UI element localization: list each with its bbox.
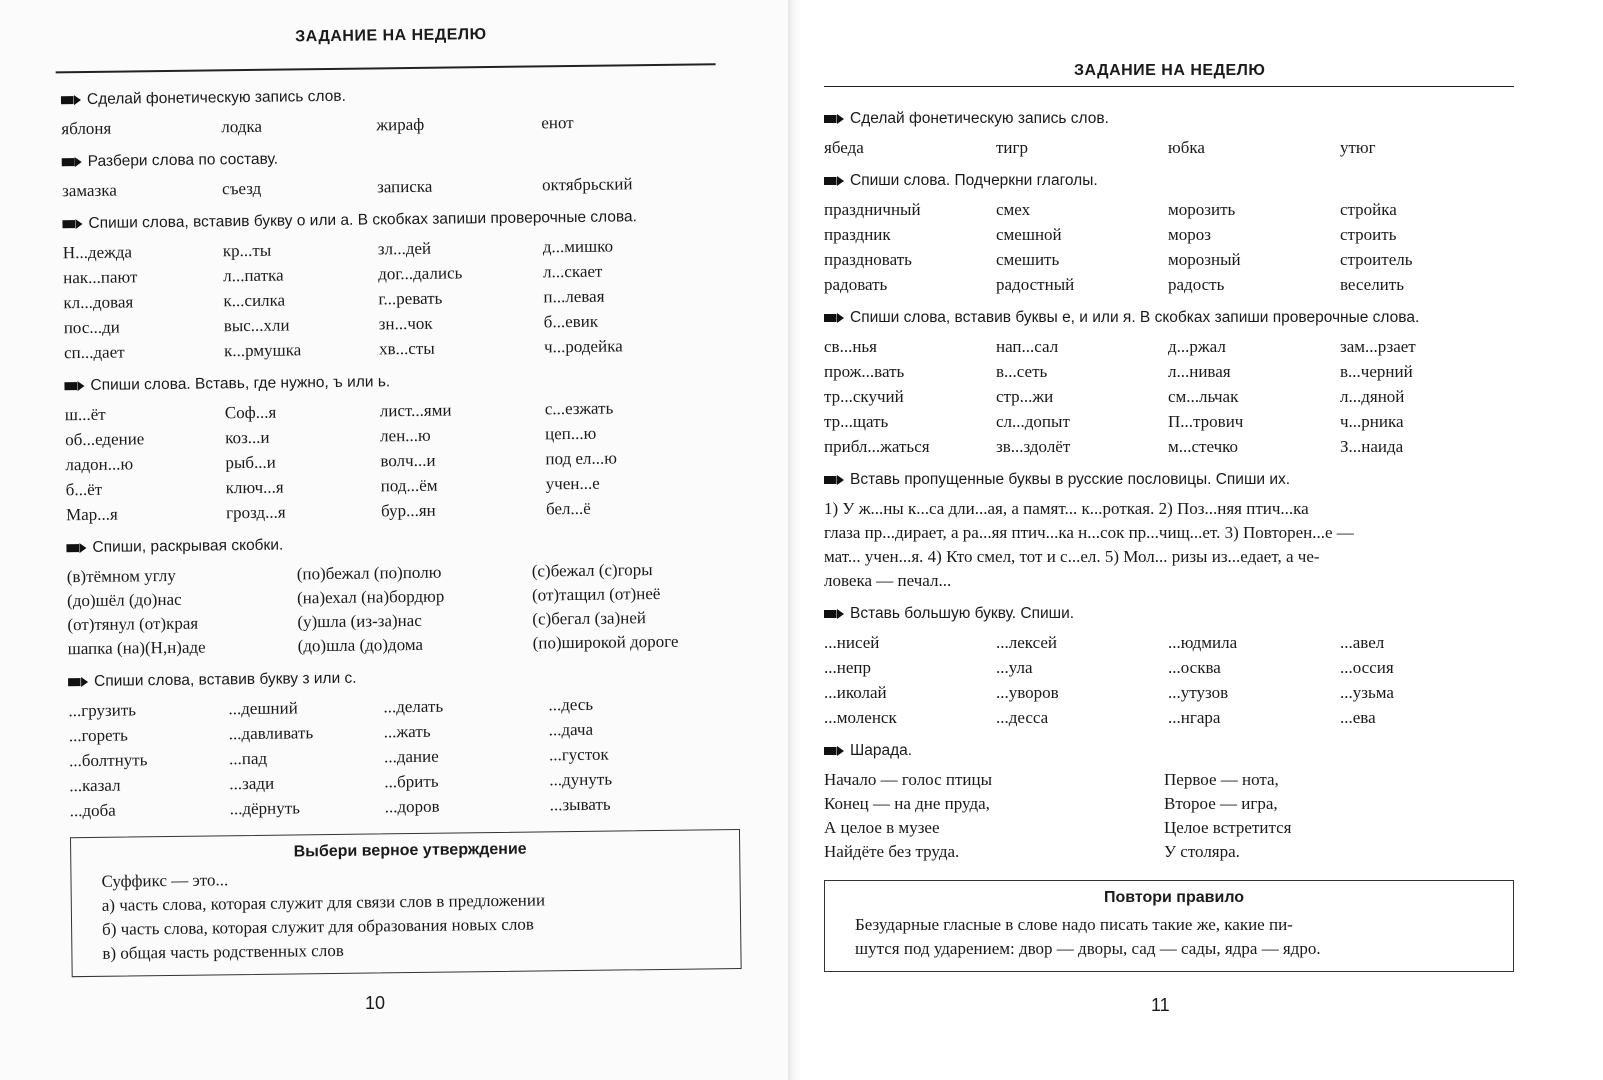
left-header — [60, 11, 731, 79]
word-item: л...нивая — [1168, 362, 1231, 381]
task-instruction — [68, 663, 738, 693]
word-item: (по)широкой дороге — [532, 631, 679, 653]
word-item: лодка — [221, 116, 263, 137]
word-item: ...доров — [384, 796, 440, 817]
word-item: св...нья — [824, 337, 877, 356]
word-item: ...уворов — [996, 683, 1059, 702]
word-item: л...патка — [223, 265, 284, 286]
word-item: грозд...я — [225, 502, 286, 523]
task-instruction — [62, 143, 732, 173]
task-block — [824, 740, 1514, 864]
word-item: Найдёте без труда. — [824, 842, 960, 861]
task-block — [62, 205, 734, 365]
word-grid — [824, 198, 1514, 297]
word-item: праздничный — [824, 200, 921, 219]
pencil-icon — [61, 96, 79, 104]
left-page-content — [0, 11, 743, 1060]
word-grid — [61, 109, 731, 141]
word-item: кл...довая — [63, 292, 134, 313]
word-item: З...наида — [1340, 437, 1404, 456]
word-item: (от)тащил (от)неё — [531, 583, 661, 605]
task-title: Спиши слова. Подчеркни глаголы. — [850, 172, 1098, 189]
word-item: (до)шла (до)дома — [297, 634, 424, 656]
word-item: сл...допыт — [996, 412, 1070, 431]
word-item: (у)шла (из-за)нас — [297, 610, 422, 632]
word-item: ...нгара — [1168, 708, 1221, 727]
word-item: утюг — [1340, 138, 1376, 157]
pencil-icon — [824, 314, 842, 322]
right-header-title: ЗАДАНИЕ НА НЕДЕЛЮ — [1074, 62, 1266, 79]
word-item: волч...и — [380, 450, 436, 471]
word-item: яблоня — [61, 118, 112, 139]
word-item: (до)шёл (до)нас — [66, 589, 182, 611]
word-grid — [824, 335, 1514, 459]
word-item: цеп...ю — [544, 423, 597, 444]
word-item: рыб...и — [225, 452, 276, 473]
word-item: хв...сты — [378, 338, 435, 359]
task-instruction — [824, 740, 1514, 762]
pencil-icon — [824, 747, 842, 755]
word-item: стройка — [1340, 200, 1397, 219]
word-item: записка — [376, 176, 433, 197]
word-item: ...давливать — [228, 723, 314, 744]
word-item: енот — [541, 113, 574, 133]
task-instruction — [824, 603, 1514, 625]
word-item: П...трович — [1168, 412, 1244, 431]
word-item: к...силка — [223, 290, 286, 311]
word-item: ключ...я — [225, 477, 284, 498]
task-title: Разбери слова по составу. — [87, 150, 279, 170]
riddle-lines — [824, 768, 1514, 864]
word-item: об...едение — [65, 429, 145, 450]
word-item: ябеда — [824, 138, 864, 157]
word-item: строитель — [1340, 250, 1413, 269]
word-item: ...доба — [69, 800, 116, 821]
word-item: м...стечко — [1168, 437, 1239, 456]
task-block — [824, 603, 1514, 730]
word-item: тигр — [996, 138, 1028, 157]
word-item: ...десь — [548, 694, 594, 715]
right-page-content — [824, 20, 1514, 1060]
word-item: ...делать — [383, 696, 444, 717]
word-item: морозить — [1168, 200, 1236, 219]
word-item: ч...рника — [1340, 412, 1404, 431]
word-item: ...десса — [996, 708, 1049, 727]
word-item: (с)бегал (за)ней — [532, 608, 647, 629]
word-item: ...зади — [229, 773, 275, 794]
word-item: п...левая — [543, 286, 605, 307]
task-instruction — [62, 205, 732, 235]
word-item: коз...и — [225, 427, 270, 448]
word-item: Соф...я — [224, 402, 277, 423]
word-item: д...ржал — [1168, 337, 1226, 356]
word-item: ...иколай — [824, 683, 887, 702]
word-item: ...жать — [383, 721, 431, 742]
task-instruction — [64, 367, 734, 397]
word-item: ...ева — [1340, 708, 1376, 727]
word-item: ...утузов — [1168, 683, 1229, 702]
word-grid — [68, 691, 739, 823]
word-item: У столяра. — [1164, 842, 1240, 861]
word-item: ч...родейка — [543, 336, 623, 357]
pencil-icon — [64, 382, 82, 390]
task-block — [824, 170, 1514, 297]
task-title: Сделай фонетическую запись слов. — [850, 110, 1109, 127]
task-block — [68, 663, 740, 823]
word-item: б...евик — [543, 311, 599, 332]
left-page-number: 10 — [365, 993, 386, 1013]
task-instruction — [824, 307, 1514, 329]
left-header-title: ЗАДАНИЕ НА НЕДЕЛЮ — [295, 26, 487, 46]
right-header — [824, 20, 1514, 98]
left-page — [0, 0, 790, 1080]
word-item: ...грузить — [68, 700, 137, 721]
word-item: Мар...я — [65, 504, 118, 525]
word-item: Второе — игра, — [1164, 794, 1278, 813]
word-item: жираф — [376, 114, 425, 135]
task-title: Шарада. — [850, 742, 913, 759]
word-item: с...езжать — [544, 398, 614, 419]
proverbs-paragraph — [824, 497, 1514, 593]
task-title: Спиши, раскрывая скобки. — [92, 536, 284, 556]
word-item: лен...ю — [379, 425, 431, 446]
left-tasks — [61, 81, 740, 823]
word-item: нак...пают — [63, 267, 138, 288]
task-title: Спиши слова, вставив букву з или с. — [93, 669, 357, 690]
word-item: радость — [1168, 275, 1225, 294]
pencil-icon — [824, 115, 842, 123]
word-item: в...черний — [1340, 362, 1413, 381]
word-item: А целое в музее — [824, 818, 940, 837]
task-instruction — [61, 81, 731, 111]
word-item: (от)тянул (от)края — [67, 613, 199, 635]
pencil-icon — [62, 220, 80, 228]
task-block — [824, 307, 1514, 459]
paragraph-line: 1) У ж...ны к...са дли...ая, а памят... к...роткая. 2) Поз...няя птич...ка — [824, 499, 1309, 518]
task-instruction — [824, 108, 1514, 130]
word-item: стр...жи — [996, 387, 1054, 406]
word-item: к...рмушка — [223, 340, 302, 361]
word-item: ...моленск — [824, 708, 897, 727]
word-item: пос...ди — [63, 317, 120, 338]
word-item: праздник — [824, 225, 891, 244]
word-item: ...ула — [996, 658, 1033, 677]
word-item: зам...рзает — [1340, 337, 1416, 356]
word-item: под...ём — [380, 475, 438, 496]
task-block — [64, 367, 736, 527]
word-item: в...сеть — [996, 362, 1048, 381]
task-block — [62, 143, 733, 203]
word-item: бур...ян — [380, 500, 436, 521]
paragraph-line: ловека — печал... — [824, 571, 952, 590]
word-item: юбка — [1168, 138, 1205, 157]
task-title: Сделай фонетическую запись слов. — [86, 87, 346, 108]
word-item: шапка (на)(Н,н)аде — [67, 637, 206, 659]
pencil-icon — [66, 544, 84, 552]
word-item: съезд — [221, 178, 262, 199]
word-item: (с)бежал (с)горы — [531, 560, 653, 581]
word-item: л...дяной — [1340, 387, 1405, 406]
word-item: дог...дались — [378, 263, 463, 284]
paragraph-line: глаза пр...дирает, а ра...яя птич...ка н...сок пр...чищ...ет. 3) Повторен...е — — [824, 523, 1354, 542]
right-box-line: шутся под ударением: двор — дворы, сад — сады, ядра — ядро. — [855, 939, 1321, 958]
word-item: кр...ты — [222, 240, 272, 261]
word-item: л...скает — [543, 261, 603, 282]
left-header-rule — [56, 63, 716, 73]
word-item: тр...скучий — [824, 387, 904, 406]
word-item: ...брить — [384, 771, 439, 792]
word-item: (на)ехал (на)бордюр — [296, 586, 445, 608]
word-item: ш...ёт — [64, 404, 106, 425]
task-block — [824, 469, 1514, 593]
pencil-icon — [68, 678, 86, 686]
word-item: ...пад — [228, 748, 268, 769]
word-item: морозный — [1168, 250, 1241, 269]
word-item: Конец — на дне пруда, — [824, 794, 990, 813]
word-item: смех — [996, 200, 1031, 219]
word-item: прибл...жаться — [824, 437, 930, 456]
word-item: радостный — [996, 275, 1075, 294]
word-item: выс...хли — [223, 315, 290, 336]
word-item: Начало — голос птицы — [824, 770, 993, 789]
word-item: Первое — нота, — [1164, 770, 1279, 789]
word-item: смешной — [996, 225, 1062, 244]
word-item: сп...дает — [63, 342, 125, 363]
word-item: ладон...ю — [65, 454, 134, 475]
word-item: ...оссия — [1340, 658, 1394, 677]
word-item: учен...е — [545, 473, 600, 494]
left-box-title: Выбери верное утверждение — [293, 840, 527, 861]
word-grid — [67, 557, 738, 661]
word-item: праздновать — [824, 250, 912, 269]
word-item: ...казал — [69, 775, 121, 796]
task-title: Спиши слова, вставив буквы е, и или я. В скобках запиши проверочные слова. — [850, 309, 1420, 326]
word-item: ...густок — [548, 744, 609, 765]
word-item: д...мишко — [542, 236, 614, 257]
word-item: см...льчак — [1168, 387, 1239, 406]
task-title: Вставь пропущенные буквы в русские пословицы. Спиши их. — [850, 471, 1291, 488]
word-item: строить — [1340, 225, 1397, 244]
word-item: зн...чок — [378, 313, 433, 334]
word-item: веселить — [1340, 275, 1404, 294]
left-box-line: б) часть слова, которая служит для образования новых слов — [102, 914, 535, 939]
task-title: Спиши слова, вставив букву о или а. В скобках запиши проверочные слова. — [88, 208, 638, 232]
word-item: смешить — [996, 250, 1060, 269]
task-block — [824, 108, 1514, 160]
word-item: ...зывать — [549, 794, 611, 815]
word-item: ...дача — [548, 719, 594, 740]
task-instruction — [824, 469, 1514, 491]
word-item: лист...ями — [379, 400, 452, 421]
word-item: бел...ё — [545, 498, 591, 519]
word-item: ...лексей — [996, 633, 1058, 652]
left-box-line: в) общая часть родственных слов — [102, 940, 344, 963]
word-grid — [62, 171, 732, 203]
word-item: Н...дежда — [62, 242, 133, 263]
word-item: ...непр — [824, 658, 871, 677]
left-rule-box — [70, 829, 742, 977]
word-item: (по)бежал (по)полю — [296, 562, 442, 584]
word-item: ...юдмила — [1168, 633, 1238, 652]
word-item: ...болтнуть — [68, 750, 148, 771]
word-item: зв...здолёт — [996, 437, 1071, 456]
word-item: прож...вать — [824, 362, 905, 381]
paragraph-line: мат... учен...я. 4) Кто смел, тот и с...ел. 5) Мол... ризы из...едает, а че- — [824, 547, 1320, 566]
right-box-title: Повтори правило — [1103, 889, 1245, 906]
right-header-rule — [824, 86, 1514, 87]
pencil-icon — [824, 177, 842, 185]
word-item: Целое встретится — [1164, 818, 1292, 837]
task-title: Спиши слова. Вставь, где нужно, ъ или ь. — [90, 373, 391, 394]
word-item: мороз — [1168, 225, 1211, 244]
word-item: ...гореть — [68, 725, 128, 746]
word-item: ...дёрнуть — [229, 798, 300, 819]
right-box-line: Безударные гласные в слове надо писать такие же, какие пи- — [855, 915, 1293, 934]
word-item: (в)тёмном углу — [66, 565, 176, 587]
right-rule-box — [824, 880, 1514, 972]
word-item: тр...щать — [824, 412, 889, 431]
word-item: ...осква — [1168, 658, 1221, 677]
word-grid — [824, 136, 1514, 160]
word-item: ...узьма — [1340, 683, 1394, 702]
right-page-number: 11 — [1151, 995, 1170, 1015]
word-item: ...дунуть — [549, 769, 613, 790]
pencil-icon — [824, 610, 842, 618]
word-item: октябрьский — [541, 174, 633, 195]
word-item: нап...сал — [996, 337, 1059, 356]
left-box-line: а) часть слова, которая служит для связи слов в предложении — [101, 890, 546, 915]
word-item: ...дешний — [228, 698, 298, 719]
task-instruction — [66, 529, 736, 559]
pencil-icon — [824, 476, 842, 484]
word-item: радовать — [824, 275, 888, 294]
word-item: замазка — [61, 180, 117, 201]
word-item: ...дание — [383, 746, 439, 767]
right-tasks — [824, 108, 1514, 864]
word-item: под ел...ю — [545, 448, 618, 469]
pencil-icon — [62, 158, 80, 166]
word-grid — [63, 233, 734, 365]
word-item: зл...дей — [377, 238, 432, 259]
word-item: г...ревать — [378, 288, 443, 309]
task-title: Вставь большую букву. Спиши. — [850, 605, 1075, 622]
word-grid — [65, 395, 736, 527]
word-item: ...авел — [1340, 633, 1385, 652]
task-instruction — [824, 170, 1514, 192]
left-box-line: Суффикс — это... — [101, 870, 229, 891]
word-item: ...нисей — [824, 633, 880, 652]
word-item: б...ёт — [65, 479, 103, 500]
task-block — [61, 81, 732, 141]
word-grid — [824, 631, 1514, 730]
right-page — [800, 0, 1603, 1080]
task-block — [66, 529, 737, 661]
